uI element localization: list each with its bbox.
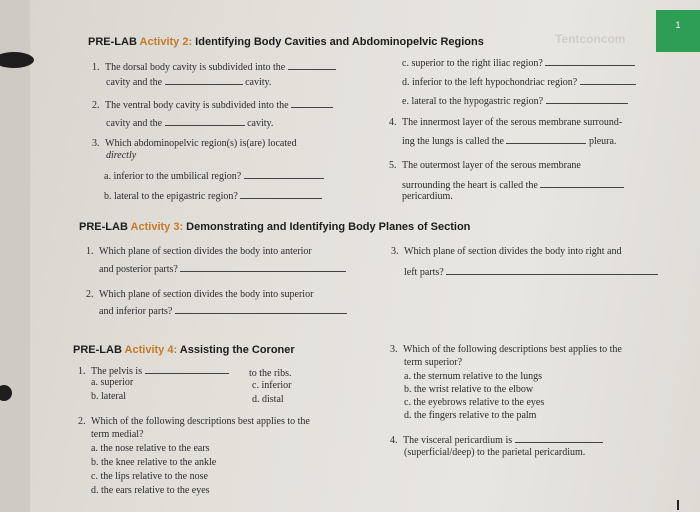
a4-q2-option-a: a. the nose relative to the ears [91, 443, 210, 454]
a2-q3e-blank[interactable] [546, 94, 628, 104]
a4-q4-blank[interactable] [515, 433, 603, 443]
a4-q2-option-c: c. the lips relative to the nose [91, 471, 208, 482]
a3-q3-blank[interactable] [446, 265, 658, 275]
binder-hole-top [0, 52, 34, 68]
text-cursor [677, 500, 679, 510]
activity2-heading: PRE-LAB Activity 2: Identifying Body Cavities and Abdominopelvic Regions [88, 36, 484, 48]
a2-q3d-blank[interactable] [580, 75, 636, 85]
a3-q1-line1: 1. Which plane of section divides the body into anterior [86, 246, 312, 257]
a2-q3-option-b: b. lateral to the epigastric region? [104, 189, 322, 203]
a2-q4-blank[interactable] [506, 134, 586, 144]
a4-q1-option-a: a. superior [91, 377, 134, 388]
watermark: Tentconcom [555, 32, 626, 46]
a2-q3-option-d: d. inferior to the left hypochondriac region? [402, 75, 636, 89]
a2-q3-line2: directly [106, 150, 137, 161]
activity4-heading: PRE-LAB Activity 4: Assisting the Coroner [73, 344, 295, 356]
a2-q2-line1: 2. The ventral body cavity is subdivided into the [92, 98, 333, 112]
a4-q2-line2: term medial? [91, 429, 144, 440]
a3-q3-line2: left parts? [404, 265, 658, 279]
page-tab: 1 [656, 10, 700, 52]
a4-q1-blank[interactable] [145, 364, 229, 374]
a2-q1-blank2[interactable] [165, 75, 243, 85]
a2-q3a-blank[interactable] [244, 169, 324, 179]
a2-q3-option-a: a. inferior to the umbilical region? [104, 169, 324, 183]
a4-q1-line1: 1. The pelvis is [78, 364, 229, 378]
a2-q2-line2: cavity and the cavity. [106, 118, 274, 129]
a2-q4-line1: 4. The innermost layer of the serous membrane surround- [389, 117, 623, 128]
a4-q3-option-a: a. the sternum relative to the lungs [404, 371, 543, 382]
a4-q3-line2: term superior? [404, 357, 463, 368]
a2-q1-line2: cavity and the cavity. [106, 77, 272, 88]
a2-q3-line1: 3. Which abdominopelvic region(s) is(are) located [92, 138, 297, 149]
a4-q3-option-d: d. the fingers relative to the palm [404, 410, 537, 421]
a2-q5-line3: pericardium. [402, 191, 453, 202]
a2-q1-line1: 1. The dorsal body cavity is subdivided into the [92, 60, 336, 74]
a4-q2-option-d: d. the ears relative to the eyes [91, 485, 210, 496]
a2-q3c-blank[interactable] [545, 56, 635, 66]
a2-q3-option-c: c. superior to the right iliac region? [402, 56, 635, 70]
a2-q5-line1: 5. The outermost layer of the serous membrane [389, 160, 581, 171]
a4-q2-line1: 2. Which of the following descriptions best applies to the [78, 416, 310, 427]
a2-q5-blank[interactable] [540, 178, 624, 188]
a4-q3-option-c: c. the eyebrows relative to the eyes [404, 397, 545, 408]
a3-q2-blank[interactable] [175, 304, 347, 314]
a4-q1-option-c: c. inferior [252, 380, 292, 391]
a3-q1-line2: and posterior parts? [99, 262, 346, 276]
a4-q1-option-b: b. lateral [91, 391, 126, 402]
a4-q1-option-d: d. distal [252, 394, 284, 405]
a4-q4-line1: 4. The visceral pericardium is [390, 433, 603, 447]
a4-q4-line2: (superficial/deep) to the parietal pericardium. [404, 447, 586, 458]
a3-q2-line1: 2. Which plane of section divides the body into superior [86, 289, 314, 300]
a2-q2-blank1[interactable] [291, 98, 333, 108]
activity3-heading: PRE-LAB Activity 3: Demonstrating and Identifying Body Planes of Section [79, 221, 471, 233]
a2-q4-line2: ing the lungs is called the pleura. [402, 136, 617, 147]
a2-q3b-blank[interactable] [240, 189, 322, 199]
a4-q3-option-b: b. the wrist relative to the elbow [404, 384, 534, 395]
a3-q3-line1: 3. Which plane of section divides the body into right and [391, 246, 622, 257]
a2-q2-blank2[interactable] [165, 116, 245, 126]
binder-hole-bottom [0, 385, 12, 401]
a4-q1-line1-end: to the ribs. [249, 368, 292, 379]
a3-q2-line2: and inferior parts? [99, 304, 347, 318]
a2-q1-blank1[interactable] [288, 60, 336, 70]
a2-q5-line2: surrounding the heart is called the [402, 178, 624, 192]
a4-q3-line1: 3. Which of the following descriptions best applies to the [390, 344, 622, 355]
a4-q2-option-b: b. the knee relative to the ankle [91, 457, 217, 468]
a3-q1-blank[interactable] [180, 262, 346, 272]
a2-q3-option-e: e. lateral to the hypogastric region? [402, 94, 628, 108]
